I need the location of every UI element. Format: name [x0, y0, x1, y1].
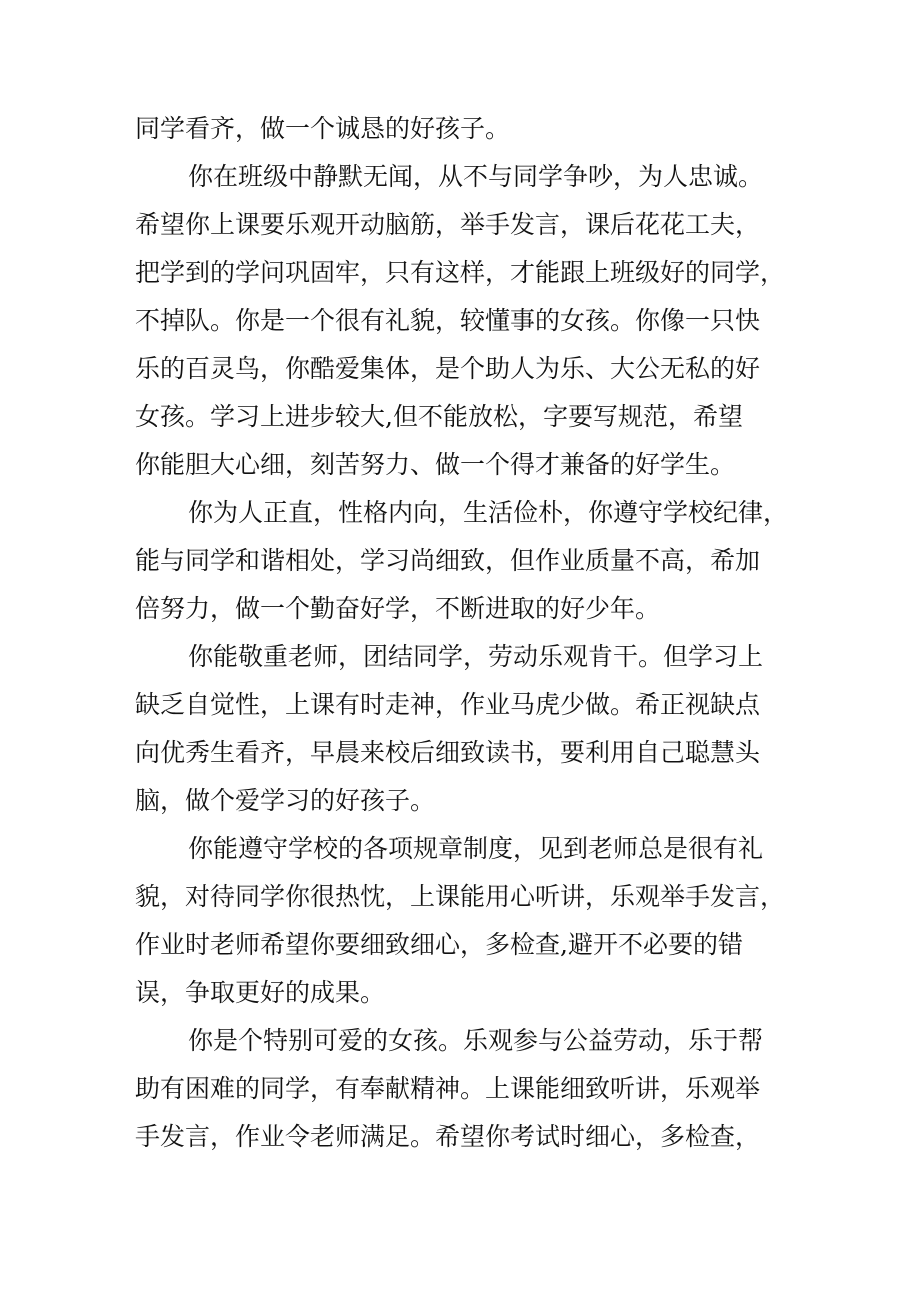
- text-line: 同学看齐，做一个诚恳的好孩子。: [135, 114, 511, 143]
- paragraph-first-line: 你能敬重老师，团结同学，劳动乐观肯干。但学习上: [188, 642, 764, 671]
- text-line: 作业时老师希望你要细致细心，多检查,避开不必要的错: [135, 930, 743, 959]
- paragraph-first-line: 你为人正直，性格内向，生活俭朴，你遵守学校纪律，: [188, 498, 789, 527]
- text-line: 女孩。学习上进步较大,但不能放松，字要写规范，希望: [135, 402, 743, 431]
- text-line: 希望你上课要乐观开动脑筋，举手发言，课后花花工夫，: [135, 210, 761, 239]
- text-line: 误，争取更好的成果。: [135, 978, 386, 1007]
- text-line: 手发言，作业令老师满足。希望你考试时细心，多检查，: [135, 1122, 761, 1151]
- text-line: 向优秀生看齐，早晨来校后细致读书，要利用自己聪慧头: [135, 738, 761, 767]
- text-line: 不掉队。你是一个很有礼貌，较懂事的女孩。你像一只快: [135, 306, 761, 335]
- text-line: 倍努力，做一个勤奋好学，不断进取的好少年。: [135, 594, 661, 623]
- text-line: 助有困难的同学，有奉献精神。上课能细致听讲，乐观举: [135, 1074, 761, 1103]
- text-line: 貌，对待同学你很热忱，上课能用心听讲，乐观举手发言，: [135, 882, 786, 911]
- paragraph-first-line: 你是个特别可爱的女孩。乐观参与公益劳动，乐于帮: [188, 1026, 764, 1055]
- text-line: 你能胆大心细，刻苦努力、做一个得才兼备的好学生。: [135, 450, 736, 479]
- paragraph-first-line: 你在班级中静默无闻，从不与同学争吵，为人忠诚。: [188, 162, 764, 191]
- text-line: 脑，做个爱学习的好孩子。: [135, 786, 436, 815]
- text-line: 缺乏自觉性，上课有时走神，作业马虎少做。希正视缺点: [135, 690, 761, 719]
- text-line: 能与同学和谐相处，学习尚细致，但作业质量不高，希加: [135, 546, 761, 575]
- paragraph-first-line: 你能遵守学校的各项规章制度，见到老师总是很有礼: [188, 834, 764, 863]
- text-line: 把学到的学问巩固牢，只有这样，才能跟上班级好的同学，: [135, 258, 786, 287]
- text-line: 乐的百灵鸟，你酷爱集体，是个助人为乐、大公无私的好: [135, 354, 761, 383]
- document-body: [135, 105, 795, 1161]
